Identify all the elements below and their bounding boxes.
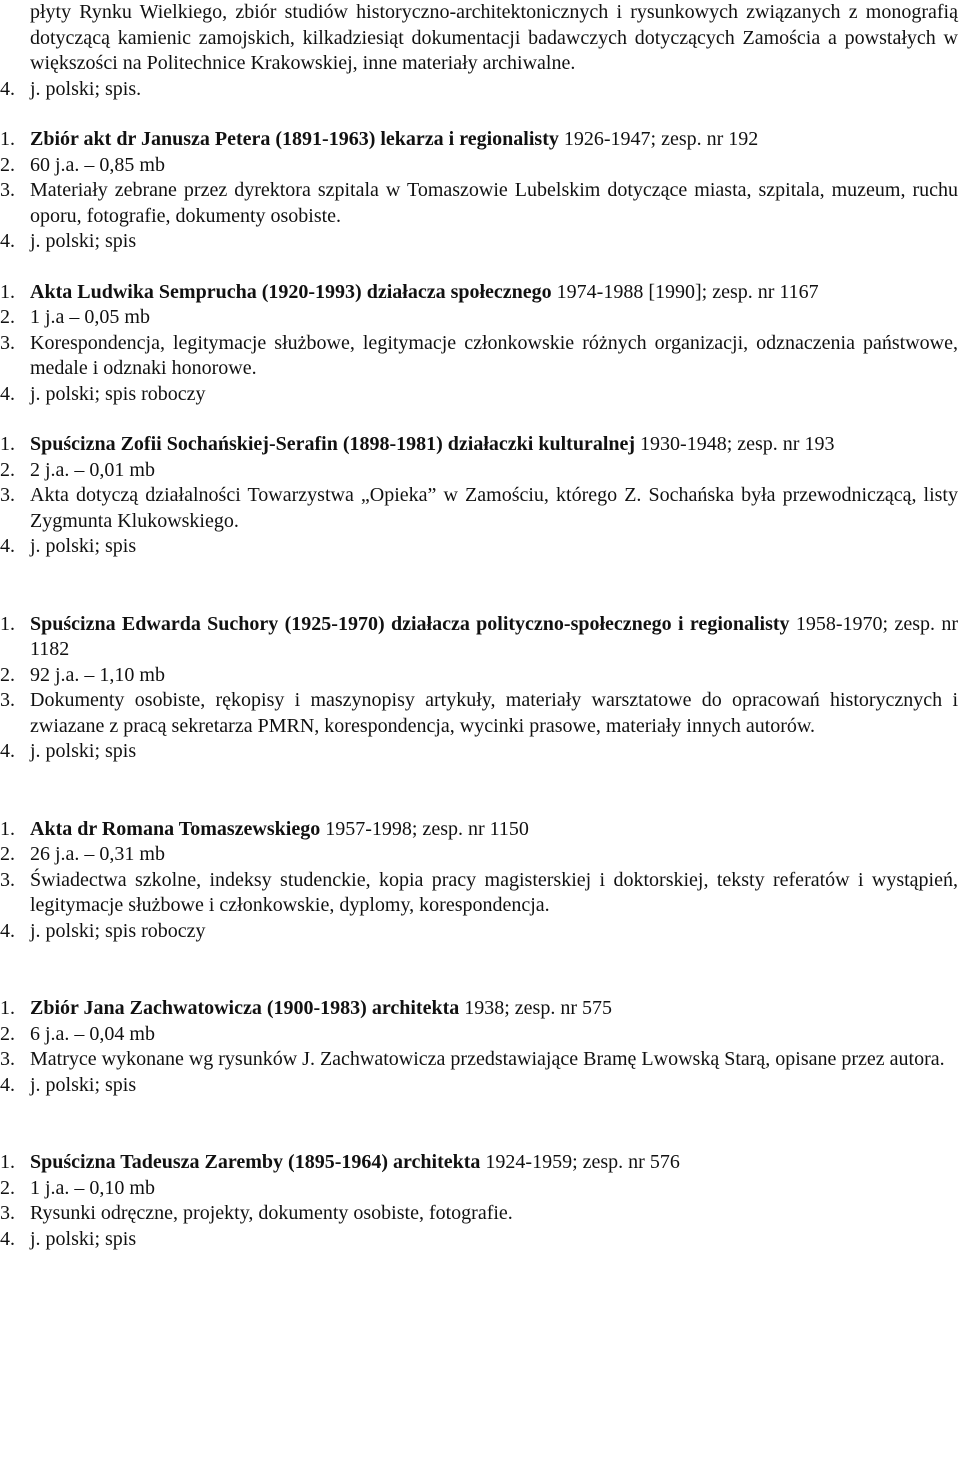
record-description: Rysunki odręczne, projekty, dokumenty osobiste, fotografie. xyxy=(30,1202,513,1224)
item-number: 1. xyxy=(0,997,15,1019)
language-text: j. polski; spis. xyxy=(30,77,142,100)
record-dates: 1938; zesp. nr 575 xyxy=(459,997,612,1019)
record-title: Akta Ludwika Semprucha (1920-1993) działacza społecznego xyxy=(30,280,552,303)
record-7 xyxy=(0,1150,960,1252)
record-2 xyxy=(0,280,960,408)
record-language: j. polski; spis xyxy=(30,535,137,557)
record-title-line xyxy=(0,817,958,843)
record-title: Spuścizna Zofii Sochańskiej-Serafin (1898-1981) działaczki kulturalnej xyxy=(30,433,636,455)
record-dates: 1930-1948; zesp. nr 193 xyxy=(635,433,835,455)
record-4 xyxy=(0,612,960,765)
record-title: Akta dr Romana Tomaszewskiego xyxy=(30,817,321,840)
record-title: Zbiór Jana Zachwatowicza (1900-1983) architekta xyxy=(30,997,460,1019)
record-language-line xyxy=(0,739,958,765)
record-6 xyxy=(0,996,960,1098)
record-language: j. polski; spis xyxy=(30,1227,137,1250)
item-number: 3. xyxy=(0,179,15,201)
record-extent-line xyxy=(0,663,958,689)
record-language-line xyxy=(0,1073,958,1099)
record-title-line xyxy=(0,996,958,1022)
record-extent-line xyxy=(0,1022,958,1048)
record-language: j. polski; spis xyxy=(30,740,137,762)
item-number: 1. xyxy=(0,433,15,455)
record-extent: 1 j.a – 0,05 mb xyxy=(30,306,150,328)
record-language-line xyxy=(0,382,958,408)
record-language-line xyxy=(0,534,958,560)
record-language-line xyxy=(0,229,958,255)
record-dates: 1957-1998; zesp. nr 1150 xyxy=(320,817,529,840)
record-extent: 1 j.a. – 0,10 mb xyxy=(30,1176,155,1199)
record-title-line xyxy=(0,1150,958,1176)
record-extent: 2 j.a. – 0,01 mb xyxy=(30,458,155,481)
item-number: 3. xyxy=(0,331,15,354)
record-language: j. polski; spis xyxy=(30,1073,137,1096)
item-number: 3. xyxy=(0,689,15,711)
item-number: 3. xyxy=(0,1202,15,1224)
record-description: Matryce wykonane wg rysunków J. Zachwatowicza przedstawiające Bramę Lwowską Starą, opisane przez autora. xyxy=(30,1048,945,1070)
item-number: 2. xyxy=(0,153,15,176)
record-description: Akta dotyczą działalności Towarzystwa „Opieka” w Zamościu, którego Z. Sochańska była przewodniczącą, listy Zygmunta Klukowskiego. xyxy=(30,484,958,532)
intro-paragraph: płyty Rynku Wielkiego, zbiór studiów historyczno-architektonicznych i rysunkowych związanych z monografią dotyczącą kamienic zamojskich, kilkadziesiąt dokumentacji badawczych dotyczących Zamościa a powstałych w większości na Politechnice Krakowskiej, inne materiały archiwalne. xyxy=(30,1,958,74)
record-dates: 1974-1988 [1990]; zesp. nr 1167 xyxy=(551,280,819,303)
record-extent-line xyxy=(0,842,958,868)
record-description-line xyxy=(0,178,958,229)
record-title-line xyxy=(0,280,958,306)
item-number: 4. xyxy=(0,919,15,942)
item-number: 2. xyxy=(0,1176,15,1199)
record-language-line xyxy=(0,919,958,945)
record-extent-line xyxy=(0,153,958,179)
item-number: 1. xyxy=(0,280,15,303)
item-number: 3. xyxy=(0,484,15,506)
record-5 xyxy=(0,817,960,945)
record-extent-line xyxy=(0,1176,958,1202)
record-title: Spuścizna Edwarda Suchory (1925-1970) działacza polityczno-społecznego i regionalisty xyxy=(30,612,790,635)
record-title-line xyxy=(0,612,958,663)
item-number: 1. xyxy=(0,1151,15,1173)
item-number: 2. xyxy=(0,306,15,328)
record-language: j. polski; spis roboczy xyxy=(30,382,206,405)
item-number: 3. xyxy=(0,868,15,891)
record-title-line xyxy=(0,432,958,458)
item-number: 4. xyxy=(0,382,15,405)
item-number: 3. xyxy=(0,1048,15,1070)
record-language-line xyxy=(0,1227,958,1253)
item-number: 4. xyxy=(0,740,15,762)
record-description-line xyxy=(0,1201,958,1227)
record-extent-line xyxy=(0,305,958,331)
item-number: 4. xyxy=(0,1073,15,1096)
record-title: Zbiór akt dr Janusza Petera (1891-1963) lekarza i regionalisty xyxy=(30,128,559,150)
record-extent: 6 j.a. – 0,04 mb xyxy=(30,1022,155,1045)
record-language: j. polski; spis roboczy xyxy=(30,919,206,942)
item-number: 4. xyxy=(0,535,15,557)
item-number: 1. xyxy=(0,128,15,150)
item-number: 1. xyxy=(0,817,15,840)
record-description: Korespondencja, legitymacje służbowe, legitymacje członkowskie różnych organizacji, odznaczenia państwowe, medale i odznaki honorowe. xyxy=(30,331,958,379)
item-number: 4. xyxy=(0,1227,15,1250)
record-description-line xyxy=(0,483,958,534)
record-extent: 60 j.a. – 0,85 mb xyxy=(30,153,165,176)
record-description-line xyxy=(0,1047,958,1073)
record-description-line xyxy=(0,331,958,382)
record-language: j. polski; spis xyxy=(30,230,137,252)
record-extent-line xyxy=(0,458,958,484)
record-extent: 92 j.a. – 1,10 mb xyxy=(30,663,165,686)
item-number: 1. xyxy=(0,612,15,635)
item-number: 4. xyxy=(0,77,15,100)
record-extent: 26 j.a. – 0,31 mb xyxy=(30,843,165,865)
record-title-line xyxy=(0,127,958,153)
record-3 xyxy=(0,432,960,560)
item-number: 2. xyxy=(0,458,15,481)
item-number: 2. xyxy=(0,1022,15,1045)
item-number: 2. xyxy=(0,843,15,865)
record-description: Materiały zebrane przez dyrektora szpitala w Tomaszowie Lubelskim dotyczące miasta, szpitala, muzeum, ruchu oporu, fotografie, dokumenty osobiste. xyxy=(30,179,958,227)
item-number: 2. xyxy=(0,663,15,686)
record-description: Dokumenty osobiste, rękopisy i maszynopisy artykuły, materiały warsztatowe do opracowań historycznych i zwiazane z pracą sekretarza PMRN, korespondencja, wycinki prasowe, materiały innych autorów. xyxy=(30,689,958,737)
record-description: Świadectwa szkolne, indeksy studenckie, kopia pracy magisterskiej i doktorskiej, teksty referatów i wystąpień, legitymacje służbowe i członkowskie, dyplomy, korespondencja. xyxy=(30,868,958,916)
record-dates: 1958-1970; zesp. nr 1182 xyxy=(30,612,958,660)
record-1 xyxy=(0,127,960,255)
item-number: 4. xyxy=(0,230,15,252)
record-description-line xyxy=(0,688,958,739)
record-description-line xyxy=(0,868,958,919)
record-dates: 1926-1947; zesp. nr 192 xyxy=(558,128,759,150)
record-title: Spuścizna Tadeusza Zaremby (1895-1964) architekta xyxy=(30,1151,481,1173)
intro-language xyxy=(0,77,958,103)
record-dates: 1924-1959; zesp. nr 576 xyxy=(480,1151,680,1173)
